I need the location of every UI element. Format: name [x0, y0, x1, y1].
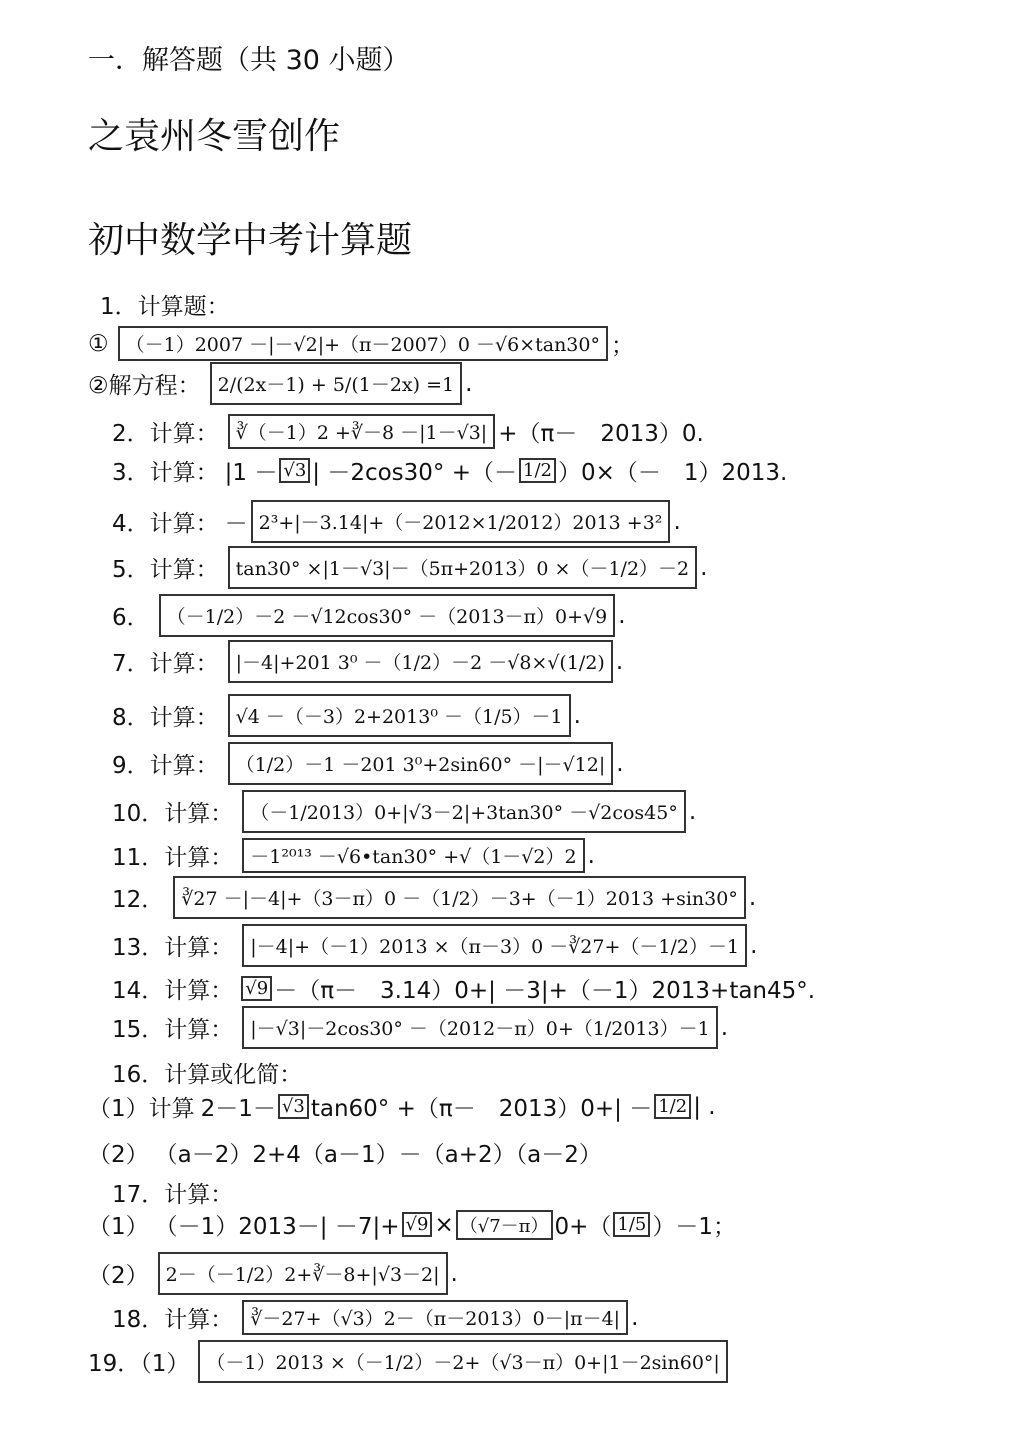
problem-label: 2．计算： — [112, 421, 219, 447]
problem-label: 1．计算题： — [100, 294, 230, 320]
document-title: 初中数学中考计算题 — [88, 220, 413, 261]
math-expression: （－1/2）－2 －√12cos30° －（2013－π）0+√9 — [159, 594, 616, 637]
problem-tail: . — [573, 702, 581, 729]
math-expression: （－1）2013 ×（－1/2）－2+（√3－π）0+|1－2sin60°| — [198, 1340, 727, 1383]
problem-label: 16．计算或化简： — [112, 1062, 303, 1088]
problem-15 — [112, 1006, 728, 1049]
problem-label: 9．计算： — [112, 753, 219, 779]
problem-9 — [112, 742, 624, 785]
problem-tail: （a－2）2+4（a－1）－（a+2）（a－2） — [154, 1142, 602, 1168]
problem-tail: . — [631, 1304, 639, 1331]
problem-tail: . — [673, 508, 681, 535]
problem-18 — [112, 1300, 638, 1335]
math-expression: 2³+|－3.14|+（－2012×1/2012）2013 +3² — [251, 500, 671, 543]
problem-label: 4．计算： — [112, 511, 219, 537]
problem-tail: . — [450, 1260, 458, 1287]
problem-mid: tan60° +（π－ 2013）0+| － — [310, 1096, 653, 1122]
problem-tail: . — [688, 798, 697, 825]
problem-label: 18．计算： — [112, 1307, 234, 1333]
math-expression: 2/(2x－1) + 5/(1－2x) =1 — [210, 362, 462, 405]
problem-label: 8．计算： — [112, 705, 219, 731]
problem-11 — [112, 838, 595, 873]
problem-label: 14．计算： — [112, 978, 234, 1004]
problem-label: （2） — [88, 1142, 149, 1168]
math-expression: （－1）2007 －|－√2|+（π－2007）0 －√6×tan30° — [118, 326, 608, 361]
math-box: 1/2 — [654, 1094, 691, 1119]
math-expression: |－√3|－2cos30° －（2012－π）0+（1/2013）－1 — [242, 1006, 717, 1049]
problem-10 — [112, 790, 696, 833]
problem-pre: |1 － — [224, 460, 278, 486]
problem-label: 6． — [112, 605, 150, 631]
problem-tail: ； — [611, 333, 634, 359]
problem-label: 11．计算： — [112, 845, 234, 871]
math-expression: －1²⁰¹³ －√6•tan30° +√（1－√2）2 — [242, 838, 584, 873]
math-expression: |－4|+201 3⁰ －（1/2）－2 －√8×√(1/2) — [228, 640, 613, 683]
problem-tail: ）－1； — [652, 1214, 737, 1240]
problem-tail: . — [616, 750, 624, 777]
problem-label: 10．计算： — [112, 801, 234, 827]
problem-label: 13．计算： — [112, 935, 234, 961]
problem-mid: | －2cos30° +（－ — [312, 460, 518, 486]
author-line: 之袁州冬雪创作 — [88, 116, 341, 157]
problem-6 — [112, 594, 626, 637]
problem-13 — [112, 924, 757, 967]
problem-14 — [112, 972, 815, 1005]
math-expression: √4 －（－3）2+2013⁰ －（1/5）－1 — [228, 694, 571, 737]
math-expression: ∛（－1）2 +∛－8 －|1－√3| — [228, 414, 496, 449]
problem-label: 19．（1） — [88, 1351, 190, 1377]
problem-2 — [112, 414, 704, 449]
problem-label: （1）计算 — [88, 1096, 195, 1122]
math-expression: （－1/2013）0+|√3－2|+3tan30° －√2cos45° — [242, 790, 686, 833]
problem-17-part-2 — [88, 1252, 458, 1295]
problem-label: 3．计算： — [112, 460, 219, 486]
math-box: 1/5 — [613, 1212, 650, 1237]
problem-mid: 0+（ — [554, 1214, 612, 1240]
problem-label: 12． — [112, 887, 165, 913]
problem-12 — [112, 876, 756, 919]
problem-16 — [112, 1056, 308, 1089]
math-box: √3 — [279, 458, 310, 483]
problem-tail: . — [748, 884, 757, 911]
problem-tail: | . — [693, 1093, 716, 1120]
problem-pre: 2－1－ — [200, 1096, 276, 1122]
problem-19 — [88, 1340, 731, 1383]
problem-1-label — [100, 288, 230, 321]
math-expression: ∛－27+（√3）2－（π－2013）0－|π－4| — [242, 1300, 628, 1335]
math-box: （√7－π） — [456, 1210, 553, 1240]
problem-label: 7．计算： — [112, 651, 219, 677]
problem-1-part-2 — [88, 362, 472, 405]
problem-tail: . — [618, 602, 626, 629]
problem-17 — [112, 1176, 239, 1209]
problem-tail: . — [720, 1014, 729, 1041]
problem-label: （2） — [88, 1263, 149, 1289]
problem-tail: . — [465, 370, 473, 397]
problem-8 — [112, 694, 581, 737]
problem-7 — [112, 640, 623, 683]
math-box: 1/2 — [519, 458, 556, 483]
problem-tail: ）0×（－ 1）2013. — [557, 460, 788, 486]
problem-label: 5．计算： — [112, 557, 219, 583]
section-heading: 一．解答题（共 30 小题） — [88, 45, 410, 76]
problem-tail: －（π－ 3.14）0+| －3|+（－1）2013+tan45°. — [274, 978, 816, 1004]
problem-pre: （－1）2013－| －7|+ — [154, 1214, 400, 1240]
math-expression: （1/2）－1 －201 3⁰+2sin60° －|－√12| — [228, 742, 614, 785]
problem-1-part-1 — [88, 326, 634, 361]
problem-3 — [112, 454, 787, 487]
problem-label: （1） — [88, 1214, 149, 1240]
problem-label: ① — [88, 330, 109, 357]
math-expression: ∛27 －|－4|+（3－π）0 －（1/2）－3+（－1）2013 +sin30° — [173, 876, 746, 919]
problem-tail: . — [615, 648, 624, 675]
math-expression: tan30° ×|1－√3|－（5π+2013）0 ×（－1/2）－2 — [228, 546, 698, 589]
problem-tail: . — [750, 932, 758, 959]
problem-4 — [112, 500, 681, 543]
problem-tail: . — [700, 554, 708, 581]
problem-16-part-1 — [88, 1090, 716, 1123]
problem-tail: +（π－ 2013）0. — [498, 421, 704, 447]
math-box: √3 — [278, 1094, 309, 1119]
problem-label: 17．计算： — [112, 1182, 234, 1208]
problem-mid: × — [434, 1211, 454, 1238]
math-expression: |－4|+（－1）2013 ×（π－3）0 －∛27+（－1/2）－1 — [242, 924, 747, 967]
math-box: √9 — [402, 1212, 433, 1237]
problem-17-part-1 — [88, 1208, 736, 1241]
problem-label: ②解方程： — [88, 373, 201, 399]
problem-label: 15．计算： — [112, 1017, 234, 1043]
problem-pre: － — [224, 511, 248, 537]
problem-tail: . — [587, 842, 595, 869]
problem-16-part-2 — [88, 1136, 602, 1169]
problem-5 — [112, 546, 707, 589]
math-expression: 2－（－1/2）2+∛－8+|√3－2| — [158, 1252, 448, 1295]
math-box: √9 — [241, 976, 272, 1001]
